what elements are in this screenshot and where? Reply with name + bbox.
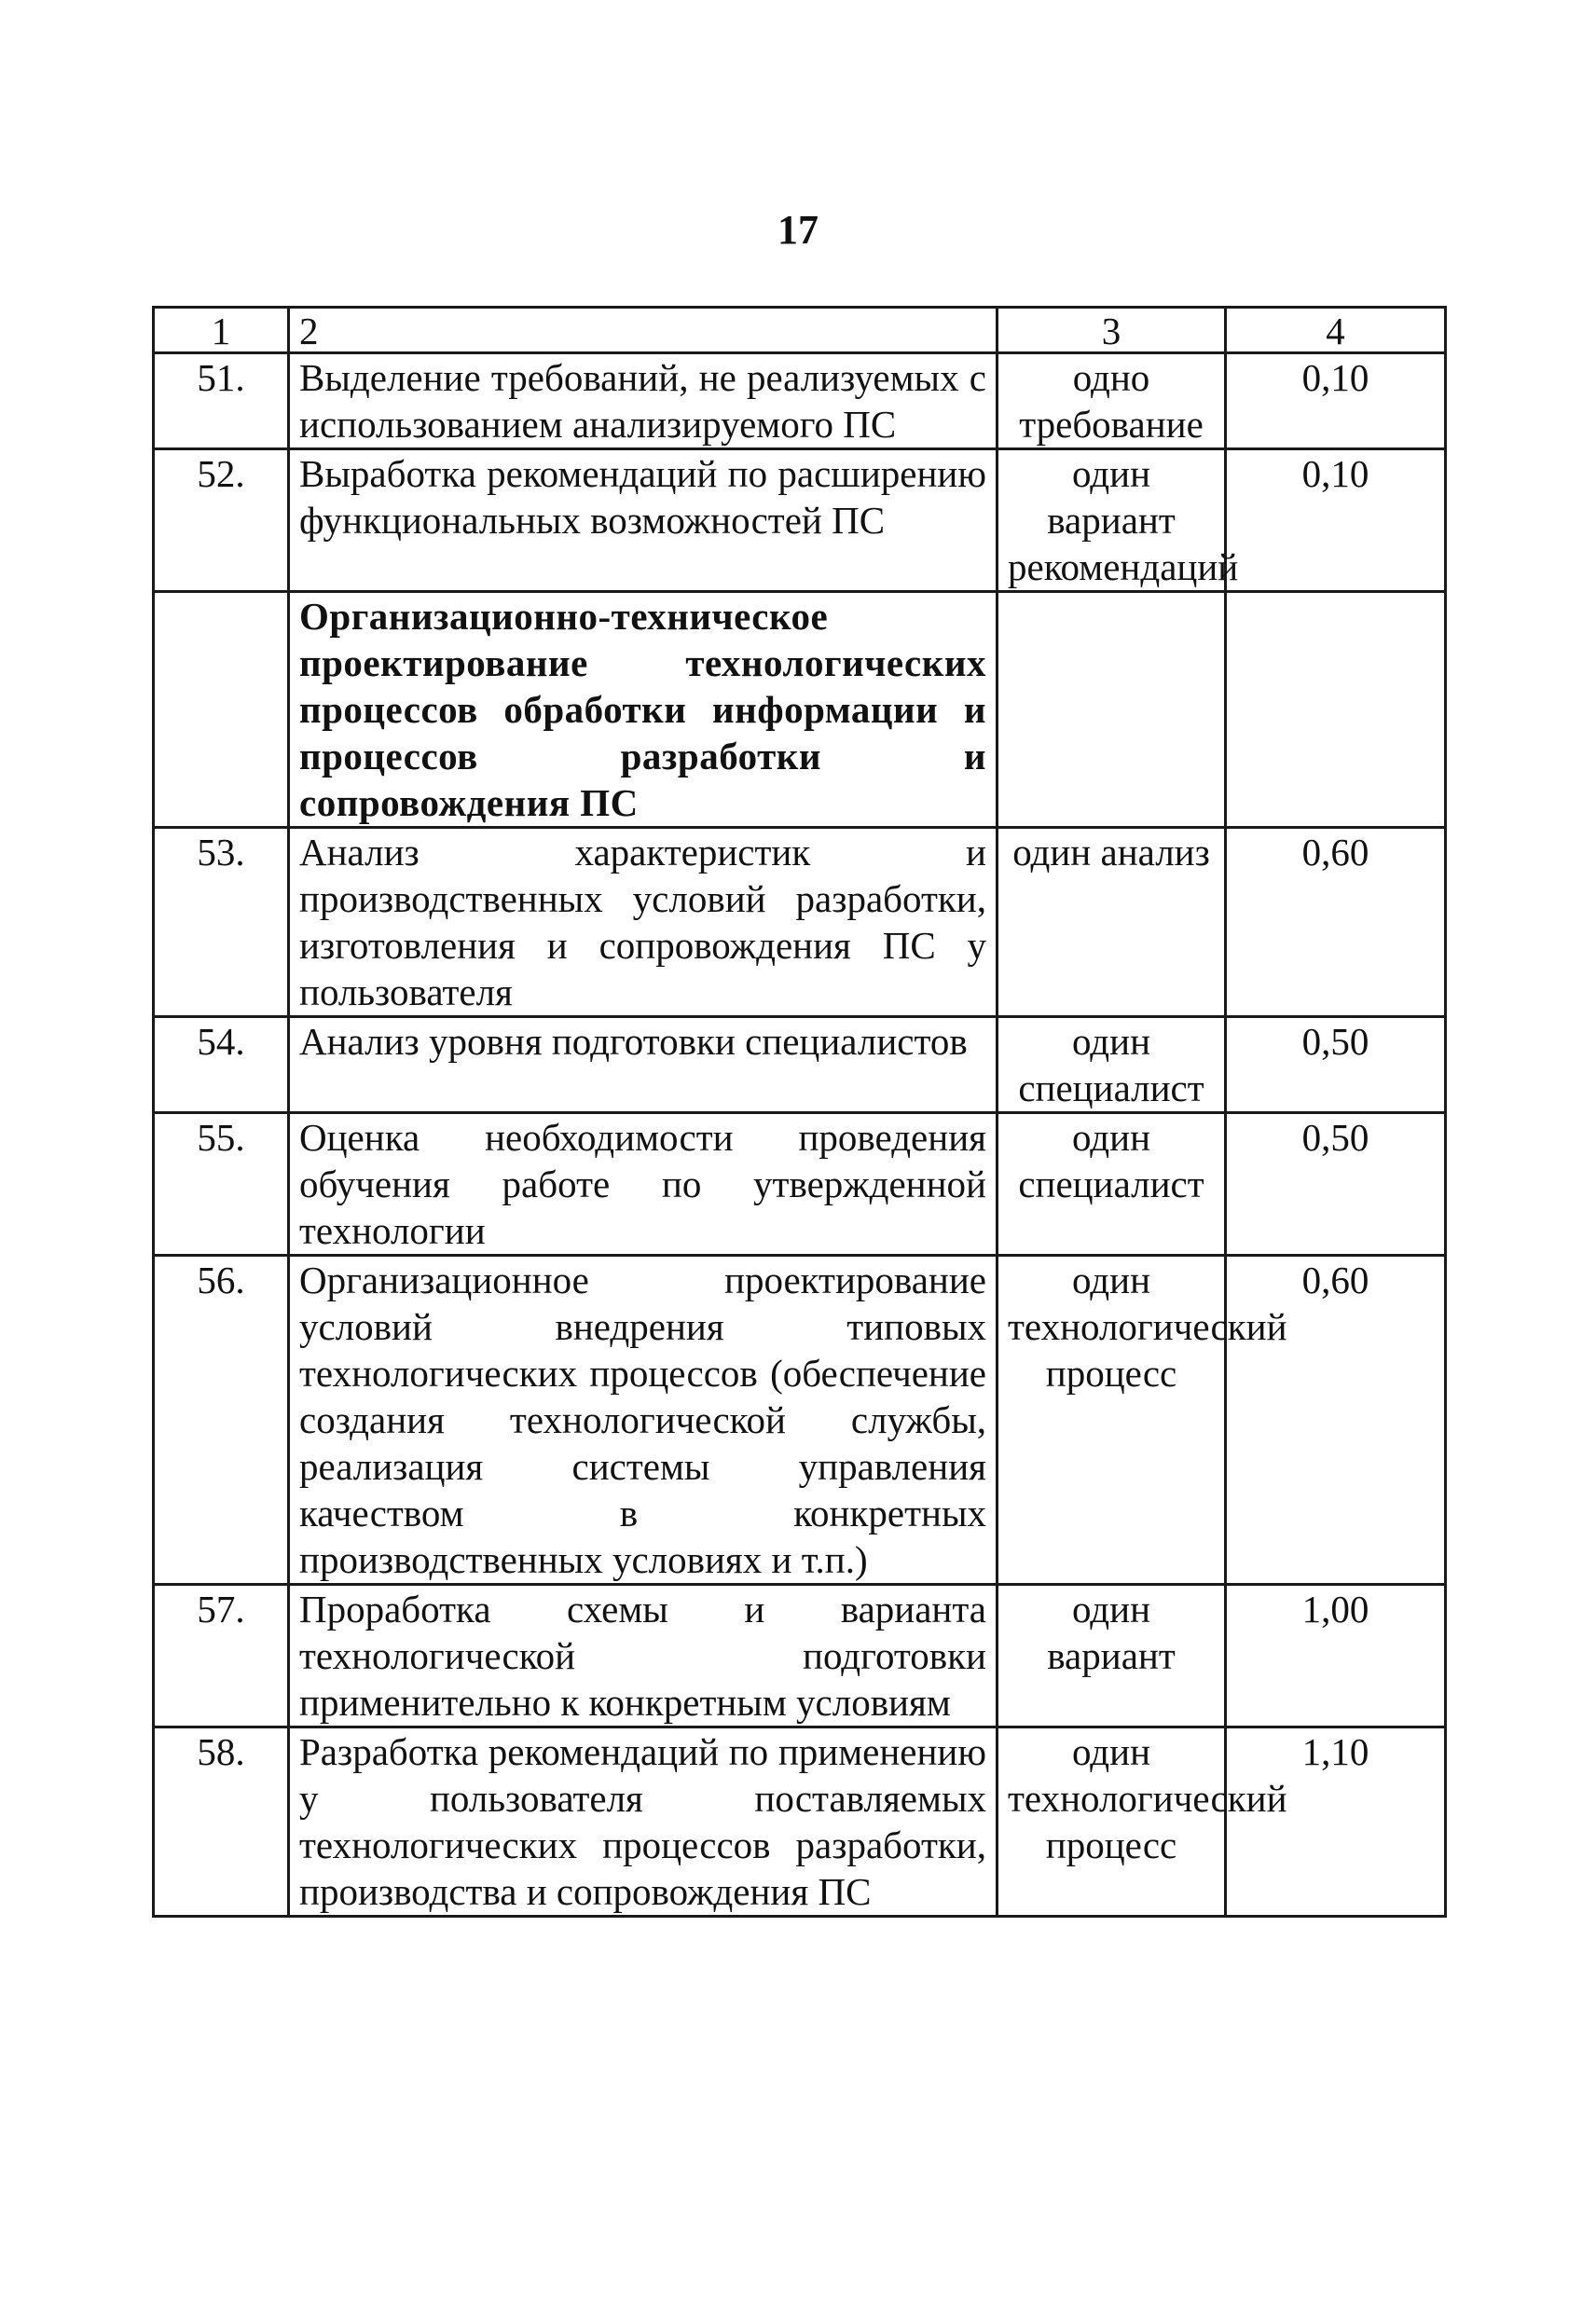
unit-of-measure: один технологический процесс bbox=[998, 1256, 1226, 1585]
table-row bbox=[154, 1585, 1446, 1727]
norms-table bbox=[152, 306, 1447, 1918]
row-number: 54. bbox=[154, 1017, 289, 1113]
work-description: Организационное проектирование условий внедрения типовых технологических процессов (обеспечение создания технологической службы, реализация системы управления качеством в конкретных производственных условиях и т.п.) bbox=[289, 1256, 998, 1585]
unit-of-measure bbox=[998, 592, 1226, 828]
norm-value: 0,50 bbox=[1226, 1113, 1446, 1256]
work-description: Анализ уровня подготовки специалистов bbox=[289, 1017, 998, 1113]
work-description: Разработка рекомендаций по применению у пользователя поставляемых технологических процессов разработки, производства и сопровождения ПС bbox=[289, 1727, 998, 1917]
page-number: 17 bbox=[777, 207, 819, 253]
unit-of-measure: один технологический процесс bbox=[998, 1727, 1226, 1917]
norm-value: 0,60 bbox=[1226, 1256, 1446, 1585]
header-col-2: 2 bbox=[289, 308, 998, 353]
unit-of-measure: один специалист bbox=[998, 1113, 1226, 1256]
norm-value: 0,10 bbox=[1226, 353, 1446, 449]
row-number: 58. bbox=[154, 1727, 289, 1917]
table-row bbox=[154, 449, 1446, 592]
table-row bbox=[154, 353, 1446, 449]
row-number: 51. bbox=[154, 353, 289, 449]
table-row bbox=[154, 1113, 1446, 1256]
row-number: 52. bbox=[154, 449, 289, 592]
table-header-row bbox=[154, 308, 1446, 353]
norm-value: 0,50 bbox=[1226, 1017, 1446, 1113]
norm-value bbox=[1226, 592, 1446, 828]
norm-value: 0,10 bbox=[1226, 449, 1446, 592]
table-row bbox=[154, 1256, 1446, 1585]
row-number: 55. bbox=[154, 1113, 289, 1256]
unit-of-measure: один анализ bbox=[998, 828, 1226, 1017]
norm-value: 1,00 bbox=[1226, 1585, 1446, 1727]
row-number: 56. bbox=[154, 1256, 289, 1585]
work-description: Выработка рекомендаций по расширению функциональных возможностей ПС bbox=[289, 449, 998, 592]
unit-of-measure: один вариант рекомендаций bbox=[998, 449, 1226, 592]
section-heading-row bbox=[154, 592, 1446, 828]
table-row bbox=[154, 1017, 1446, 1113]
row-number: 57. bbox=[154, 1585, 289, 1727]
work-description: Анализ характеристик и производственных условий разработки, изготовления и сопровождения ПС у пользователя bbox=[289, 828, 998, 1017]
norm-value: 0,60 bbox=[1226, 828, 1446, 1017]
unit-of-measure: один вариант bbox=[998, 1585, 1226, 1727]
row-number bbox=[154, 592, 289, 828]
table-row bbox=[154, 828, 1446, 1017]
work-description: Оценка необходимости проведения обучения работе по утвержденной технологии bbox=[289, 1113, 998, 1256]
section-heading: Организационно-техническое проектирование технологических процессов обработки информации и процессов разработки и сопровождения ПС bbox=[289, 592, 998, 828]
norm-value: 1,10 bbox=[1226, 1727, 1446, 1917]
header-col-3: 3 bbox=[998, 308, 1226, 353]
unit-of-measure: один специалист bbox=[998, 1017, 1226, 1113]
work-description: Проработка схемы и варианта технологической подготовки применительно к конкретным условиям bbox=[289, 1585, 998, 1727]
header-col-1: 1 bbox=[154, 308, 289, 353]
unit-of-measure: одно требование bbox=[998, 353, 1226, 449]
header-col-4: 4 bbox=[1226, 308, 1446, 353]
work-description: Выделение требований, не реализуемых с использованием анализируемого ПС bbox=[289, 353, 998, 449]
table-row bbox=[154, 1727, 1446, 1917]
row-number: 53. bbox=[154, 828, 289, 1017]
